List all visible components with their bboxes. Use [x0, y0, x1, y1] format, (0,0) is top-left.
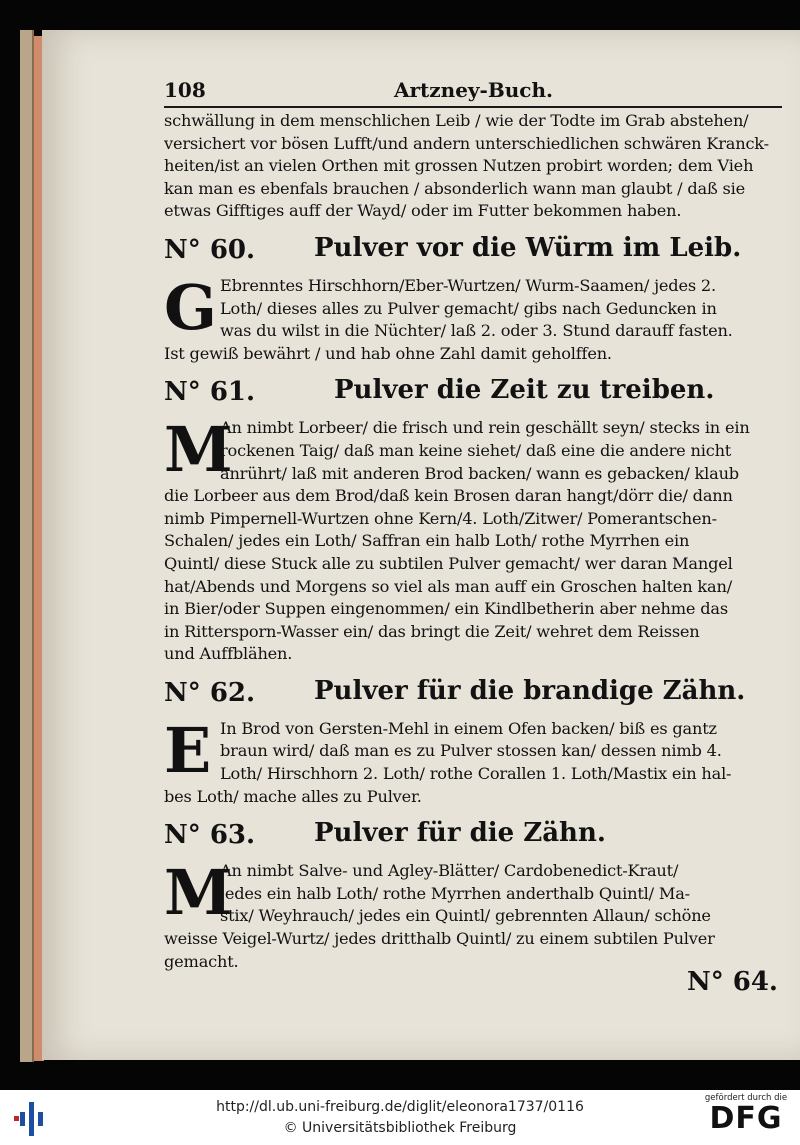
text-line: nimb Pimpernell-Wurtzen ohne Kern/4. Loth/Zitwer/ Pomerantschen-: [164, 508, 717, 528]
text-line: versichert vor bösen Lufft/und andern unterschiedlichen schwären Kranck-: [164, 133, 769, 153]
text-line: An nimbt Lorbeer/ die frisch und rein geschällt seyn/ stecks in ein: [220, 418, 750, 438]
recipe-heading: [164, 231, 782, 275]
recipe-number: N° 61.: [164, 377, 256, 408]
text-line: hat/Abends und Morgens so viel als man auff ein Groschen halten kan/: [164, 576, 732, 596]
decorated-initial: G: [164, 270, 217, 344]
viewer-footer: [0, 1090, 800, 1145]
intro-paragraph: [164, 110, 782, 223]
text-line: bes Loth/ mache alles zu Pulver.: [164, 786, 422, 806]
dfg-logo: [700, 1093, 792, 1135]
text-line: braun wird/ daß man es zu Pulver stossen kan/ dessen nimb 4.: [220, 741, 722, 761]
text-line: Quintl/ diese Stuck alle zu subtilen Pulver gemacht/ wer daran Mangel: [164, 553, 733, 573]
recipe-heading: [164, 674, 782, 718]
text-line: stix/ Weyhrauch/ jedes ein Quintl/ gebrennten Allaun/ schöne: [220, 906, 711, 926]
text-line: Ebrenntes Hirschhorn/Eber-Wurtzen/ Wurm-Saamen/ jedes 2.: [220, 275, 716, 295]
text-line: heiten/ist an vielen Orthen mit grossen Nutzen probirt worden; dem Vieh: [164, 156, 754, 176]
text-line: schwällung in dem menschlichen Leib / wie der Todte im Grab abstehen/: [164, 111, 749, 130]
permalink-url[interactable]: http://dl.ub.uni-freiburg.de/diglit/eleonora1737/0116: [216, 1099, 584, 1115]
recipe-title: Pulver für die brandige Zähn.: [314, 675, 746, 706]
text-line: Loth/ Hirschhorn 2. Loth/ rothe Corallen 1. Loth/Mastix ein hal-: [220, 764, 732, 784]
text-line: und Auffblähen.: [164, 644, 293, 664]
text-line: weisse Veigel-Wurtz/ jedes dritthalb Quintl/ zu einem subtilen Pulver: [164, 929, 715, 949]
text-line: Schalen/ jedes ein Loth/ Saffran ein halb Loth/ rothe Myrrhen ein: [164, 531, 690, 551]
text-line: In Brod von Gersten-Mehl in einem Ofen backen/ biß es gantz: [220, 718, 717, 738]
text-line: die Lorbeer aus dem Brod/daß kein Brosen daran hangt/dörr die/ dann: [164, 486, 733, 506]
running-title: Artzney-Buch.: [394, 78, 553, 102]
dfg-caption: gefördert durch die: [704, 1093, 788, 1103]
text-line: Ist gewiß bewährt / und hab ohne Zahl damit geholffen.: [164, 343, 612, 363]
catchword-row: [164, 967, 782, 999]
recipe-body: [164, 713, 782, 808]
recipe-body: [164, 270, 782, 365]
text-line: in Rittersporn-Wasser ein/ das bringt die Zeit/ wehret dem Reissen: [164, 621, 700, 641]
recipe-number: N° 62.: [164, 677, 256, 708]
book-page: [42, 30, 800, 1060]
recipe-body: [164, 413, 782, 666]
recipe-title: Pulver für die Zähn.: [314, 818, 606, 849]
recipe-number: N° 63.: [164, 820, 256, 851]
text-line: anrührt/ laß mit anderen Brod backen/ wann es gebacken/ klaub: [220, 463, 739, 483]
text-line: Loth/ dieses alles zu Pulver gemacht/ gibs nach Geduncken in: [220, 298, 717, 318]
text-line: gemacht.: [164, 951, 239, 971]
dfg-mark: DFG: [709, 1101, 783, 1136]
text-line: jedes ein halb Loth/ rothe Myrrhen anderthalb Quintl/ Ma-: [220, 883, 690, 903]
recipe-heading: [164, 816, 782, 860]
decorated-initial: E: [164, 713, 212, 787]
text-line: etwas Gifftiges auff der Wayd/ oder im Futter bekommen haben.: [164, 201, 682, 221]
text-line: was du wilst in die Nüchter/ laß 2. oder 3. Stund darauff fasten.: [220, 321, 733, 341]
page-text: [164, 74, 782, 999]
page-number: 108: [164, 78, 206, 102]
text-line: rockenen Taig/ daß man keine siehet/ daß eine die andere nicht: [220, 440, 732, 460]
catchword: N° 64.: [686, 967, 778, 998]
book-edge: [20, 30, 34, 1062]
recipe-heading: [164, 373, 782, 417]
running-head: [164, 74, 782, 108]
recipe-title: Pulver vor die Würm im Leib.: [314, 232, 742, 263]
text-line: in Bier/oder Suppen eingenommen/ ein Kindlbetherin aber nehme das: [164, 599, 728, 619]
recipe-body: [164, 856, 782, 973]
text-line: kan man es ebenfals brauchen / absonderlich wann man glaubt / daß sie: [164, 178, 745, 198]
recipe-number: N° 60.: [164, 234, 256, 265]
text-line: An nimbt Salve- und Agley-Blätter/ Cardobenedict-Kraut/: [220, 861, 679, 881]
copyright-notice: © Universitätsbibliothek Freiburg: [283, 1120, 517, 1136]
decorated-initial: M: [164, 413, 233, 487]
decorated-initial: M: [164, 856, 233, 930]
recipe-title: Pulver die Zeit zu treiben.: [334, 375, 715, 406]
